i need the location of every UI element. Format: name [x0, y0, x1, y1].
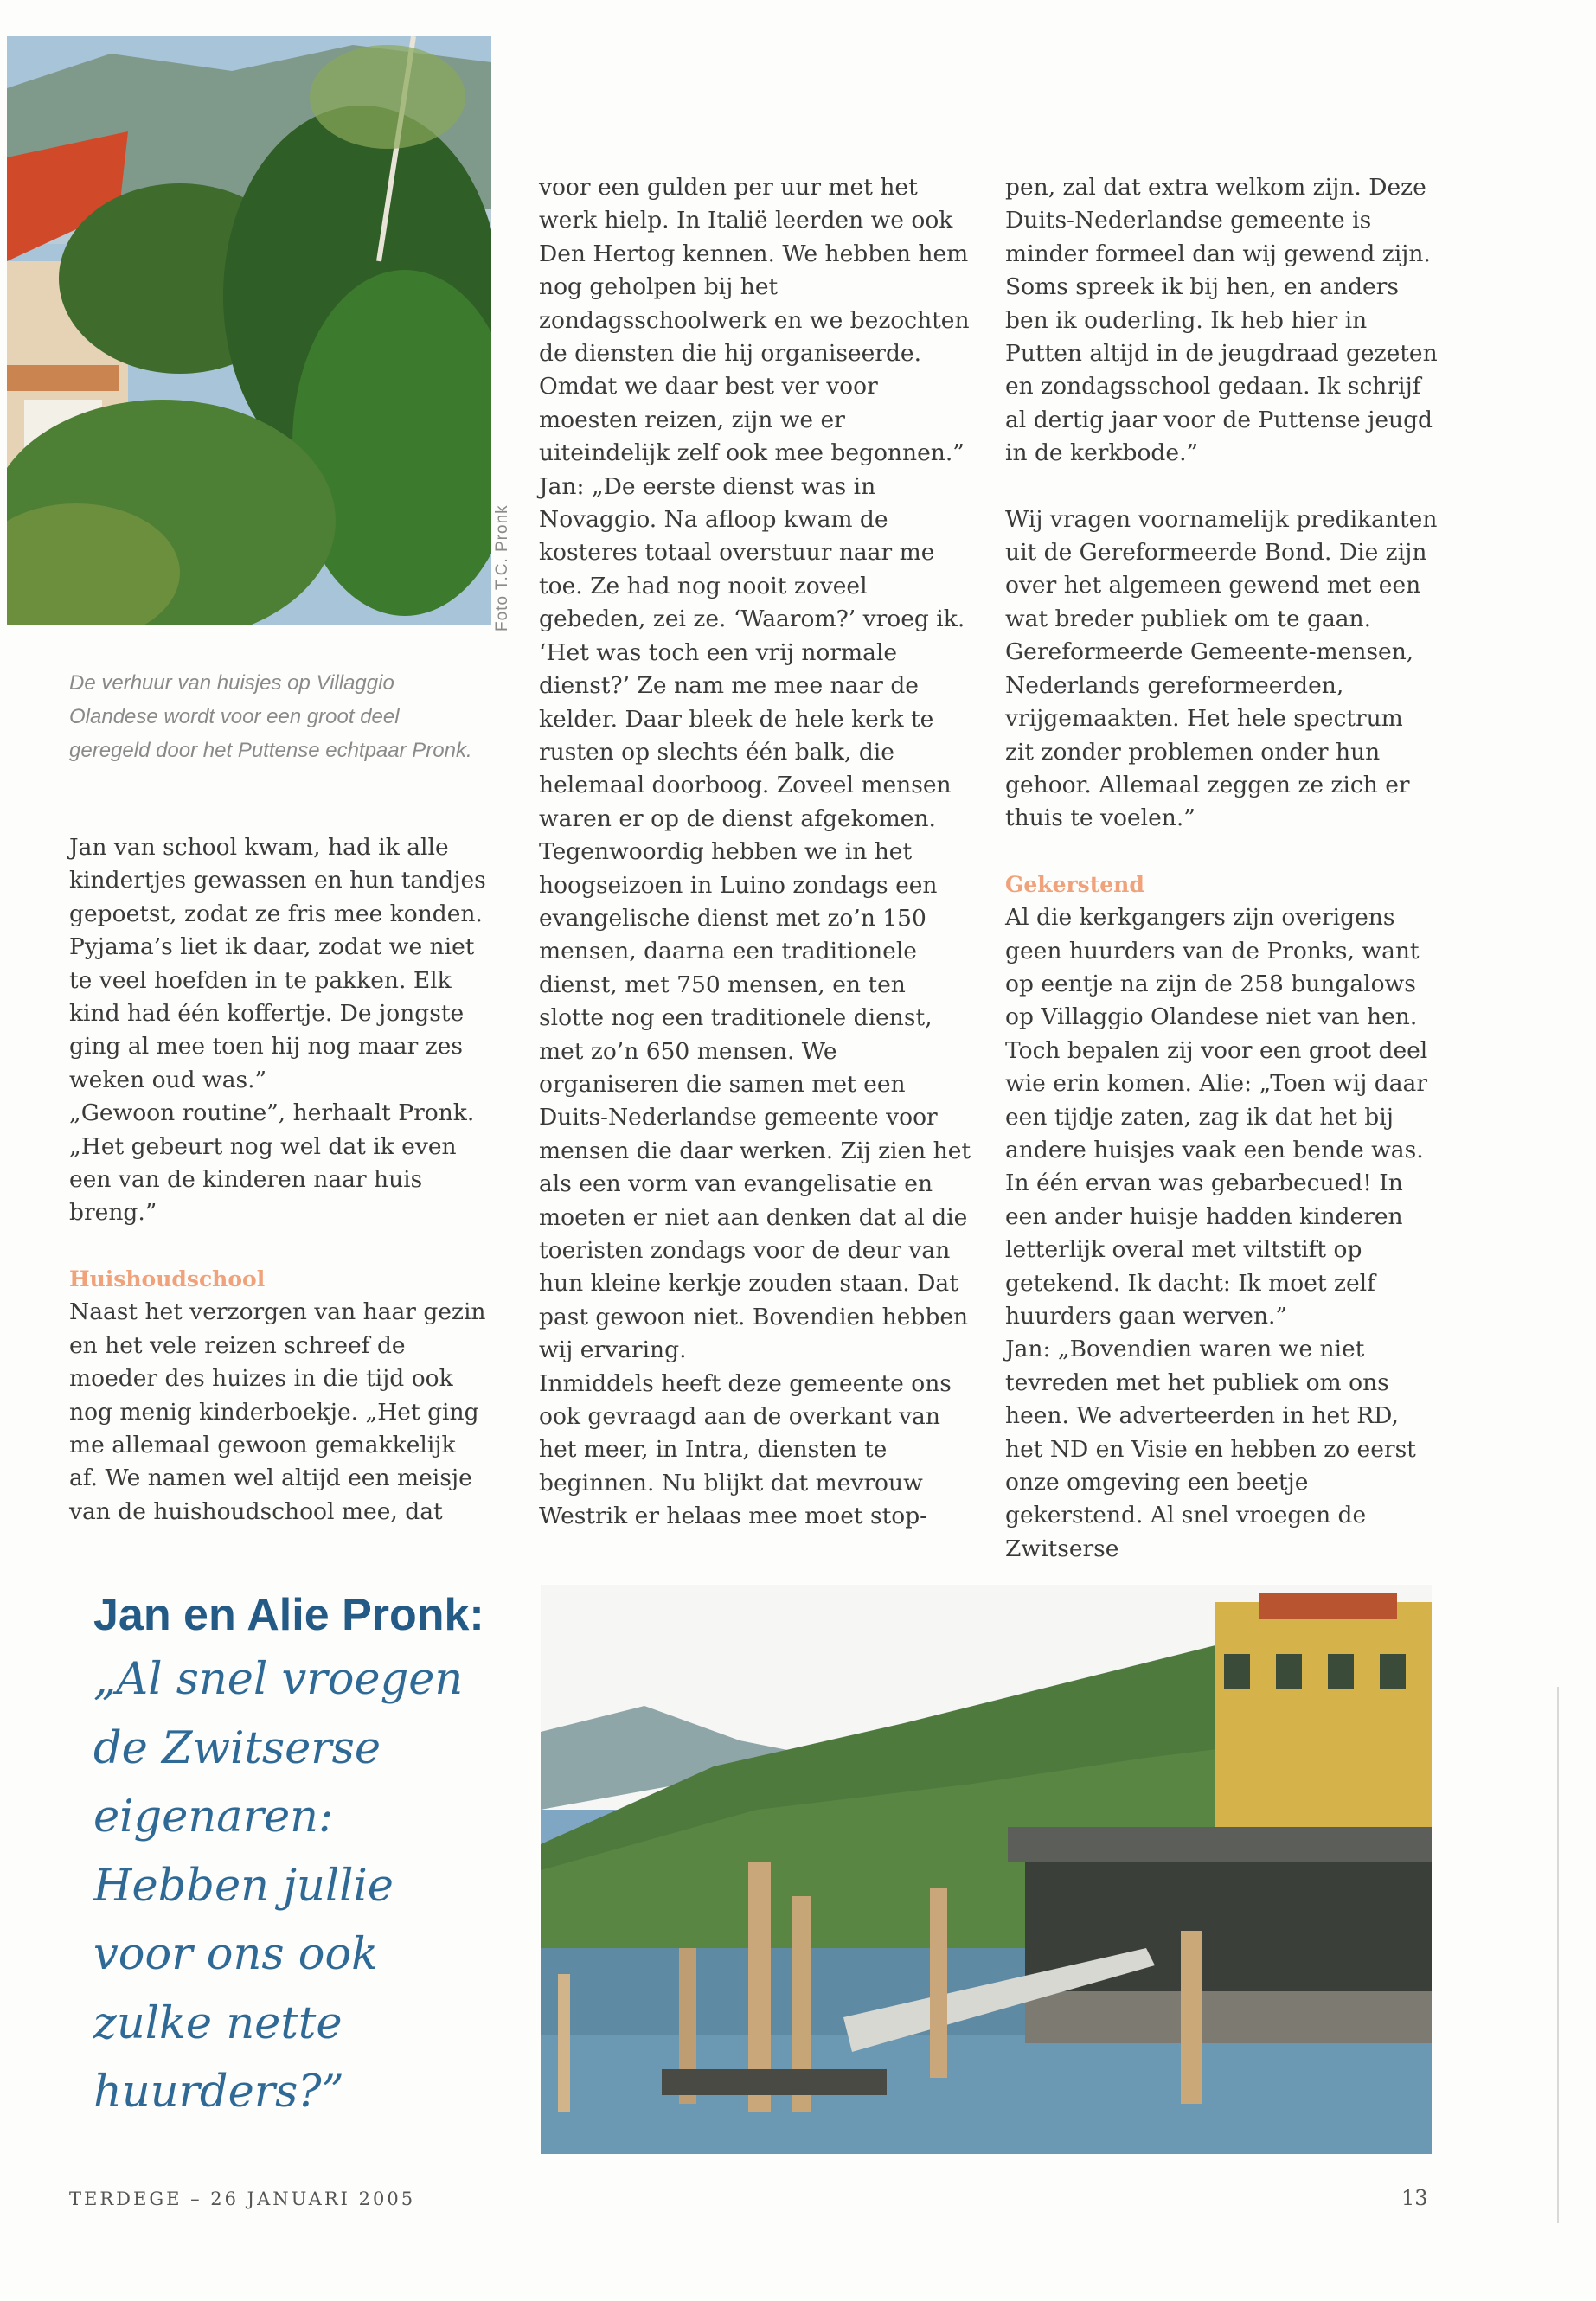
paragraph: Jan: „Bovendien waren we niet tevreden met het publiek om ons heen. We adverteerden in het RD, het ND en Visie en hebben zo eerst onze omgeving een beetje gekerstend. Al snel vroegen de Zwitserse: [1005, 1336, 1416, 1562]
paragraph: Wij vragen voornamelijk predikanten uit de Gereformeerde Bond. Die zijn over het algemeen gewend met een wat breder publiek om te gaan. Gereformeerde Gemeente-mensen, Nederlands gereformeerden, vrijgemaakten. Het hele spectrum zit zonder problemen onder hun gehoor. Allemaal zeggen ze zich er thuis te voelen.”: [1005, 505, 1438, 832]
paragraph: Jan: „De eerste dienst was in Novaggio. Na afloop kwam de kosteres totaal overstuur naar me toe. Ze had nog nooit zoveel gebeden, zei ze. ‘Waarom?’ vroeg ik. ‘Het was toch een vrij normale dienst?’ Ze nam me mee naar de kelder. Daar bleek de hele kerk te rusten op slechts één balk, die helemaal doorboog. Zoveel mensen waren er op de dienst afgekomen.: [539, 472, 965, 832]
paragraph: pen, zal dat extra welkom zijn. Deze Duits-Nederlandse gemeente is minder formeel dan wij gewend zijn. Soms spreek ik bij hen, en anders ben ik ouderling. Ik heb hier in Putten altijd in de jeugdraad gezeten en zondagsschool gedaan. Ik schrijf al dertig jaar voor de Puttense jeugd in de kerkbode.”: [1005, 174, 1438, 467]
subheading-huishoudschool: Huishoudschool: [69, 1266, 266, 1292]
villa-garden-photo: [7, 36, 491, 625]
pull-quote-line: huurders?”: [93, 2067, 344, 2118]
paragraph: voor een gulden per uur met het werk hielp. In Italië leerden we ook Den Hertog kennen. We hebben hem nog geholpen bij het zondagsschoolwerk en we bezochten de diensten die hij organiseerde. Omdat we daar best ver voor moesten reizen, zijn we er uiteindelijk zelf ook mee begonnen.”: [539, 174, 970, 467]
photo-credit: Foto T.C. Pronk: [493, 504, 511, 631]
footer-magazine-date: TERDEGE – 26 JANUARI 2005: [69, 2189, 416, 2209]
paragraph: Naast het verzorgen van haar gezin en het vele reizen schreef de moeder des huizes in die tijd ook nog menig kinderboekje. „Het ging me allemaal gewoon gemakkelijk af. We namen wel altijd een meisje van de huishoudschool mee, dat: [69, 1298, 486, 1525]
page-number: 13: [1401, 2186, 1428, 2210]
text-column-1: [69, 831, 489, 1529]
pull-quote-line: voor ons ook: [93, 1929, 379, 1980]
paragraph: „Gewoon routine”, herhaalt Pronk. „Het gebeurt nog wel dat ik even een van de kinderen naar huis breng.”: [69, 1099, 475, 1227]
page-edge-rule: [1557, 1687, 1559, 2223]
text-column-2: [539, 171, 971, 1534]
paragraph: Inmiddels heeft deze gemeente ons ook gevraagd aan de overkant van het meer, in Intra, diensten te beginnen. Nu blijkt dat mevrouw Westrik er helaas mee moet stop-: [539, 1369, 952, 1530]
pull-quote-line: zulke nette: [93, 1997, 343, 2049]
pull-quote: [93, 1585, 543, 2127]
pull-quote-line: de Zwitserse: [93, 1722, 381, 1774]
pull-quote-line: eigenaren:: [93, 1791, 334, 1843]
pull-quote-title: Jan en Alie Pronk:: [93, 1590, 484, 1640]
paragraph: Tegenwoordig hebben we in het hoogseizoen in Luino zondags een evangelische dienst met zo’n 150 mensen, daarna een traditionele dienst, met 750 mensen, en ten slotte nog een traditionele dienst, met zo’n 650 mensen. We organiseren die samen met een Duits-Nederlandse gemeente voor mensen die daar werken. Zij zien het als een vorm van evangelisatie en moeten er niet aan denken dat al die toeristen zondags voor de deur van hun kleine kerkje zouden staan. Dat past gewoon niet. Bovendien hebben wij ervaring.: [539, 838, 971, 1364]
photo-caption: De verhuur van huisjes op Villaggio Olandese wordt voor een groot deel geregeld door het Puttense echtpaar Pronk.: [69, 671, 472, 762]
subheading-gekerstend: Gekerstend: [1005, 871, 1144, 897]
paragraph: Jan van school kwam, had ik alle kindertjes gewassen en hun tandjes gepoetst, zodat ze fris mee konden. Pyjama’s liet ik daar, zodat we niet te veel hoefden in te pakken. Elk kind had één koffertje. De jongste ging al mee toen hij nog maar zes weken oud was.”: [69, 834, 486, 1093]
pull-quote-line: Hebben jullie: [93, 1860, 394, 1912]
text-column-3: [1005, 171, 1438, 1566]
lake-harbor-photo: [541, 1585, 1432, 2154]
pull-quote-line: „Al snel vroegen: [93, 1654, 464, 1705]
pull-quote-text: [93, 1645, 543, 2127]
paragraph: Al die kerkgangers zijn overigens geen huurders van de Pronks, want op eentje na zijn de 258 bungalows op Villaggio Olandese niet van hen. Toch bepalen zij voor een groot deel wie erin komen. Alie: „Toen wij daar een tijdje zaten, zag ik dat het bij andere huisjes vaak een bende was. In één ervan was gebarbecued! In een ander huisje hadden kinderen letterlijk overal met viltstift op getekend. Ik dacht: Ik moet zelf huurders gaan werven.”: [1005, 904, 1428, 1330]
